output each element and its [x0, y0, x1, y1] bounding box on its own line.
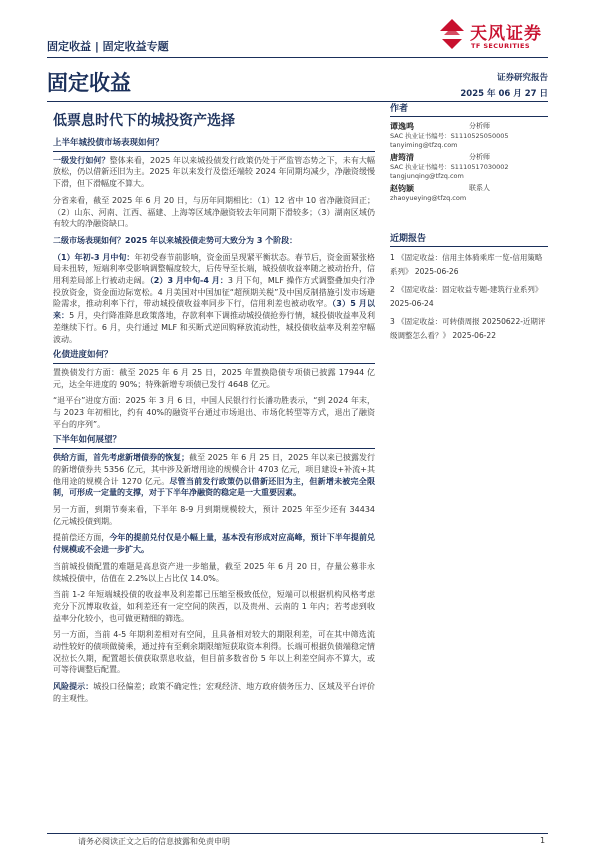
author-entry	[390, 183, 548, 203]
recent-reports-heading: 近期报告	[390, 231, 548, 247]
authors-heading: 作者	[390, 101, 548, 117]
recent-report-link[interactable]: 2 《固定收益：固定收益专题-建筑行业系列》 2025-06-24	[390, 285, 543, 308]
logo-mark-icon	[438, 17, 466, 51]
paragraph: 分省来看，截至 2025 年 6 月 20 日，与历年同期相比：（1）12 省中 10 省净融资回正；（2）山东、河南、江西、福建、上海等区域净融资较去年同期下滑较多；（3）湖南区域仍有较大的净融资缺口。	[53, 195, 375, 229]
logo-en-text: TF SECURITIES	[471, 42, 530, 50]
paragraph: 另一方面，当前 4-5 年期利差相对有空间，且具备相对较大的期限利差，可在其中筛选流动性较好的债项做骑乘，通过持有至剩余期限缩短获取资本利得。长端可根据负债端稳定情况拉长久期，配置超长债获取票息收益，但目前多数省份 5 年以上利差空间亦不算大，或可等待调整后配置。	[53, 630, 375, 675]
author-entry	[390, 152, 548, 181]
report-date: 2025 年 06 月 27 日	[460, 89, 548, 99]
recent-report-link[interactable]: 1 《固定收益：信用主体骑乘库一览-信用策略系列》 2025-06-26	[390, 253, 543, 276]
report-type: 证券研究报告	[496, 73, 548, 83]
report-category: 固定收益 | 固定收益专题	[47, 40, 169, 53]
paragraph: “退平台”进度方面：2025 年 3 月 6 日，中国人民银行行长潘功胜表示，“到 2024 年末，与 2023 年初相比，约有 40%的融资平台通过市场退出、市场化转型等方式，退出了融资平台的序列”。	[53, 396, 375, 429]
company-logo	[438, 15, 550, 55]
recent-report-link[interactable]: 3 《固定收益：可转债周报 20250622-近期评级调整怎么看？》 2025-06-22	[390, 317, 546, 340]
author-role: 联系人	[469, 184, 490, 192]
paragraph: （1）年初-3 月中旬：年初受春节前影响，资金面呈现紧平衡状态。春节后，资金面紧张格局未扭转，短端利率受影响调整幅度较大，后传导至长端，城投债收益率随之被动抬升，信用利差局部上行被动走阔。（2）3 月中旬-4 月：3 月下旬，MLF 操作方式调整叠加央行净投放资金，资金面边际宽松。4 月美国对中国加征“超预期关税”及中国反制措施引发市场避险需求，推动利率下行，带动城投债收益率同步下行，信用利差也被动收窄。（3）5 月以来：5 月，央行降准降息政策落地，存款利率下调推动城投债抢券行情，城投债收益率及利差继续下行。6 月，央行通过 MLF 和买断式逆回购释放流动性，城投债收益率及利差窄幅波动。	[53, 252, 376, 344]
paragraph: 提前偿还方面，今年的提前兑付仅是小幅上量，基本没有形成对应高峰，预计下半年提前兑付规模或不会进一步扩大。	[53, 533, 375, 555]
risk-warning: 风险提示：城投口径偏差；政策不确定性；宏观经济、地方政府债务压力、区域及平台评价的主观性。	[53, 682, 376, 703]
author-cert: SAC 执业证书编号：S1110517030002	[390, 163, 509, 171]
recent-reports-list	[390, 251, 548, 343]
author-role: 分析师	[469, 122, 490, 130]
paragraph: 另一方面，到期节奏来看，下半年 8-9 月到期规模较大，预计 2025 年至少还有 34434 亿元城投债到期。	[53, 504, 375, 526]
paragraph: 一级发行如何？整体来看，2025 年以来城投债发行政策仍处于严监管态势之下，未有大幅放松，仍以借新还旧为主。2025 年以来发行及偿还端较 2024 年同期均减少，净融资缓慢下滑，但下滑幅度不算大。	[53, 155, 376, 189]
author-cert: SAC 执业证书编号：S1110525050005	[390, 132, 509, 140]
logo-cn-text: 天风证券	[470, 24, 542, 44]
paragraph: 供给方面，首先考虑新增债券的恢复；截至 2025 年 6 月 25 日，2025 年以来已披露发行的新增债券共 5356 亿元，其中涉及新增用途的规模合计 4703 亿元，项目建设+补流+其他用途的规模合计 1270 亿元。尽管当前发行政策仍以借新还旧为主，但新增未被完全限制，可形成一定量的支撑，对于下半年净融资的稳定是一大重要因素。	[53, 453, 375, 498]
author-email[interactable]: tangjunqing@tfzq.com	[390, 172, 464, 180]
footer-divider	[47, 833, 548, 834]
section-heading: 化债进度如何？	[53, 350, 375, 364]
page-number: 1	[540, 836, 546, 845]
author-name: 谭逸鸣	[390, 122, 414, 131]
author-entry	[390, 121, 548, 150]
author-email[interactable]: tanyiming@tfzq.com	[390, 141, 458, 149]
paragraph: 二级市场表现如何？2025 年以来城投债走势可大致分为 3 个阶段：	[53, 235, 298, 245]
paragraph: 当前城投债配置的难题是高息资产进一步缩量，截至 2025 年 6 月 20 日，存量公募非永续城投债中，估值在 2.2%以上占比仅 14.0%。	[53, 561, 375, 583]
author-name: 唐筠清	[390, 153, 414, 162]
main-content	[53, 138, 375, 710]
section-heading: 上半年城投债市场表现如何？	[53, 138, 375, 152]
paragraph: 置换债发行方面：截至 2025 年 6 月 25 日，2025 年置换隐债专项债已披露 17944 亿元，达全年进度的 90%；特殊新增专项债已发行 4648 亿元。	[53, 367, 375, 389]
author-email[interactable]: zhaoyueying@tfzq.com	[390, 194, 467, 202]
paragraph: 当前 1-2 年短端城投债的收益率及利差都已压缩至极致低位，短端可以根据机构风格考虑充分下沉博取收益，如利差还有一定空间的陕西，以及贵州、云南的 1 年内；若考虑到收益率分化较小，也可做更精细的筛选。	[53, 590, 375, 623]
report-subtitle: 低票息时代下的城投资产选择	[53, 113, 235, 129]
sidebar	[390, 101, 548, 347]
author-role: 分析师	[469, 153, 490, 161]
header-divider	[47, 57, 548, 58]
author-name: 赵钧颖	[390, 184, 414, 193]
page-title: 固定收益	[47, 71, 131, 95]
section-heading: 下半年如何展望？	[53, 435, 375, 449]
footer-disclaimer: 请务必阅读正文之后的信息披露和免责申明	[78, 837, 230, 846]
